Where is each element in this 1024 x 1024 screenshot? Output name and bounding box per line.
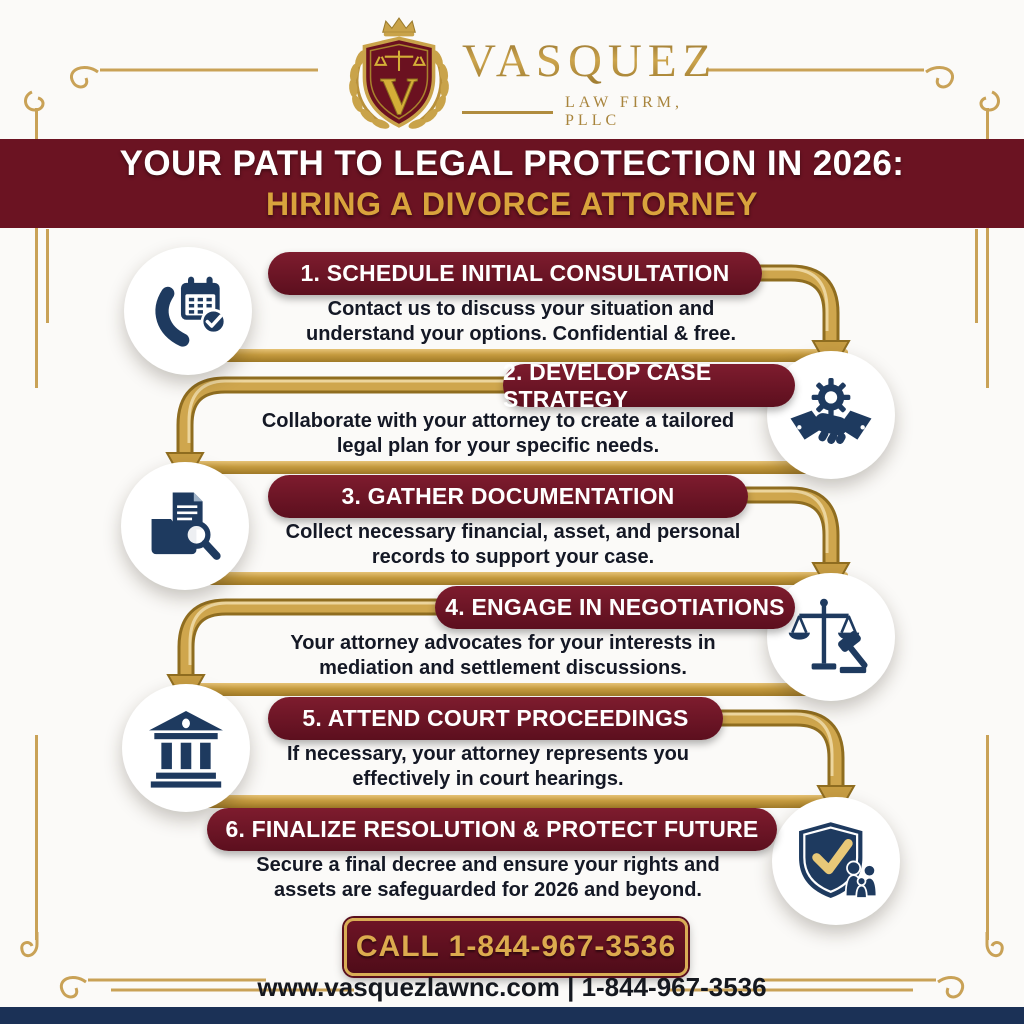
step5-pill	[268, 697, 723, 740]
handshake-gear-icon	[787, 371, 875, 459]
step4-pill	[435, 586, 795, 629]
title-banner	[0, 139, 1024, 228]
step5-circle	[122, 684, 250, 812]
logo-subtitle-line	[462, 111, 553, 114]
step1-desc: Contact us to discuss your situation and understand your options. Confidential & free.	[305, 298, 737, 345]
step1-title: 1. SCHEDULE INITIAL CONSULTATION	[300, 260, 730, 286]
courthouse-icon	[142, 704, 230, 792]
step6-pill	[207, 808, 777, 851]
right-frame-line-bottom	[986, 735, 989, 940]
cta-label: CALL 1-844-967-3536	[355, 930, 677, 963]
step3-pill	[268, 475, 748, 518]
step3-circle	[121, 462, 249, 590]
banner-title-line2: HIRING A DIVORCE ATTORNEY	[265, 186, 759, 222]
logo-left-dash	[262, 69, 312, 71]
logo	[0, 8, 1024, 136]
crown-icon	[383, 18, 416, 32]
step2-desc: Collaborate with your attorney to create a tailored legal plan for your specific needs.	[261, 410, 735, 457]
step1-pill	[268, 252, 762, 295]
step3-desc: Collect necessary financial, asset, and personal records to support your case.	[285, 521, 741, 568]
cta-button[interactable]	[344, 918, 688, 976]
documents-magnifier-icon	[141, 482, 229, 570]
step2-pill	[503, 358, 795, 412]
logo-emblem-icon	[338, 14, 460, 136]
left-frame-line-bottom	[35, 735, 38, 940]
step4-title: 4. ENGAGE IN NEGOTIATIONS	[445, 594, 785, 620]
step5-desc: If necessary, your attorney represents you effectively in court hearings.	[286, 743, 689, 790]
logo-subtitle: LAW FIRM, PLLC	[565, 94, 683, 129]
step4-desc: Your attorney advocates for your interests in mediation and settlement discussions.	[290, 632, 716, 679]
step3-title: 3. GATHER DOCUMENTATION	[341, 483, 675, 509]
bottom-bar	[0, 1007, 1024, 1024]
left-frame-line-short	[46, 229, 49, 323]
footer-website-phone[interactable]: www.vasquezlawnc.com | 1-844-967-3536	[257, 972, 767, 1002]
step6-title: 6. FINALIZE RESOLUTION & PROTECT FUTURE	[225, 816, 759, 842]
logo-monogram: V	[379, 67, 419, 126]
scales-gavel-icon	[787, 593, 875, 681]
step6-desc: Secure a final decree and ensure your rights and assets are safeguarded for 2026 and beyond.	[256, 854, 720, 901]
step5-title: 5. ATTEND COURT PROCEEDINGS	[302, 705, 689, 731]
logo-name: VASQUEZ	[462, 34, 722, 88]
step6-circle	[772, 797, 900, 925]
banner-title-line1: YOUR PATH TO LEGAL PROTECTION IN 2026:	[119, 144, 905, 183]
step2-title: 2. DEVELOP CASE STRATEGY	[503, 358, 712, 412]
right-frame-line-short	[975, 229, 978, 323]
phone-calendar-icon	[144, 267, 232, 355]
step1-circle	[124, 247, 252, 375]
shield-family-icon	[792, 817, 880, 905]
